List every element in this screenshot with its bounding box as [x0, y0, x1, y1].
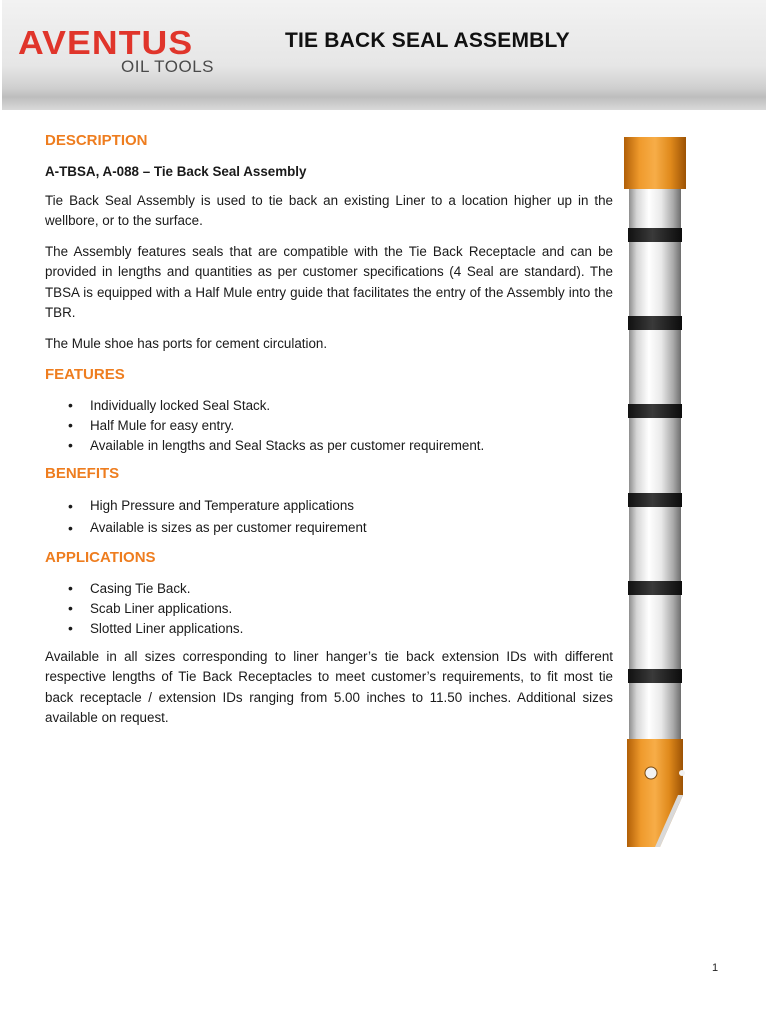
page-number: 1	[712, 962, 719, 974]
list-item: • Scab Liner applications.	[90, 599, 613, 619]
applications-heading: APPLICATIONS	[45, 549, 156, 567]
list-item: • High Pressure and Temperature applications	[90, 495, 613, 517]
seal-band	[628, 316, 682, 330]
top-sub-copper	[624, 137, 686, 189]
seal-band	[628, 581, 682, 595]
features-heading: FEATURES	[45, 366, 125, 383]
list-item: • Available is sizes as per customer requirement	[90, 517, 613, 539]
half-mule-shoe	[627, 739, 683, 847]
description-paragraph: Tie Back Seal Assembly is used to tie back an existing Liner to a location higher up in the wellbore, or to the surface.	[45, 192, 613, 228]
product-subheading: A-TBSA, A-088 – Tie Back Seal Assembly	[45, 164, 307, 179]
circulation-port	[679, 770, 685, 776]
tie-back-seal-assembly-illustration	[620, 135, 690, 850]
page-header	[2, 0, 766, 110]
list-item: • Casing Tie Back.	[90, 579, 613, 599]
description-paragraph: The Assembly features seals that are compatible with the Tie Back Receptacle and can be provided in lengths and quantities as per customer specifications (4 Seal are standard). The TBSA is equipped with a Half Mule entry guide that facilitates the entry of the Assembly into the TBR.	[45, 243, 613, 320]
document-title: TIE BACK SEAL ASSEMBLY	[285, 29, 570, 52]
description-paragraph: The Mule shoe has ports for cement circulation.	[45, 335, 328, 351]
applications-list	[45, 579, 613, 638]
company-logo	[18, 24, 233, 78]
applications-closing-paragraph: Available in all sizes corresponding to liner hanger’s tie back extension IDs with different respective lengths of Tie Back Receptacles to meet customer’s requirements, to fit most tie back receptacle / extension IDs ranging from 5.00 inches to 11.50 inches. Additional sizes available on request.	[45, 648, 613, 726]
list-item: • Slotted Liner applications.	[90, 619, 613, 639]
seal-band	[628, 669, 682, 683]
features-list	[45, 396, 613, 455]
mandrel-body	[629, 189, 681, 739]
list-item: • Half Mule for easy entry.	[90, 416, 613, 436]
description-heading: DESCRIPTION	[45, 132, 148, 149]
document-body	[45, 130, 613, 739]
circulation-port	[645, 767, 657, 779]
benefits-list	[45, 495, 613, 539]
list-item: • Available in lengths and Seal Stacks as per customer requirement.	[90, 436, 613, 456]
logo-wordmark: AVENTUS	[18, 24, 194, 61]
seal-band	[628, 404, 682, 418]
list-item: • Individually locked Seal Stack.	[90, 396, 613, 416]
seal-band	[628, 493, 682, 507]
benefits-heading: BENEFITS	[45, 465, 120, 483]
seal-band	[628, 228, 682, 242]
logo-subtitle: OIL TOOLS	[121, 57, 215, 76]
